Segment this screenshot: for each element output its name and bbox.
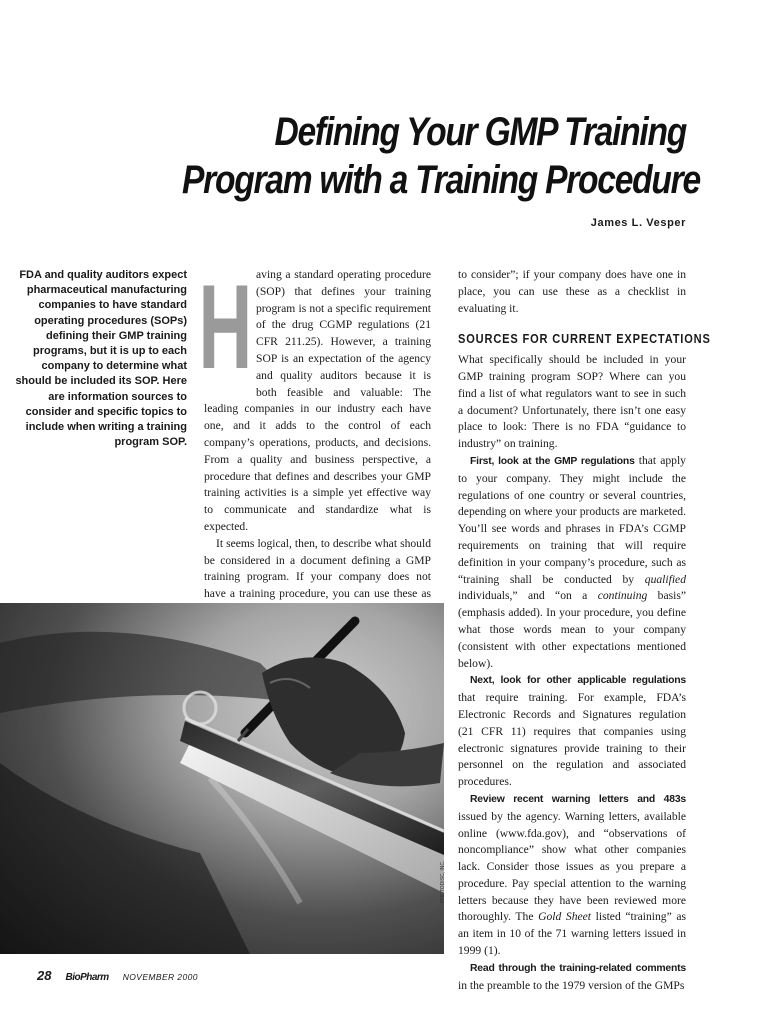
page-footer — [37, 968, 198, 983]
lead-in-preamble: Read through the training-related comments — [470, 962, 686, 974]
paragraph-question: What specifically should be included in your GMP training program SOP? Where can you find a list of what regulators want to see in such a document? Unfortunately, there isn’t one easy place to look: There is no FDA “guidance to industry” on training. — [458, 353, 686, 451]
paragraph-other-regulations: Next, look for other applicable regulations that require training. For example, FDA’s Electronic Records and Signatures regulation (21 CFR 11) requires that companies using electronic signatures provide training to their personnel on the regulation and associated procedures. — [458, 675, 686, 789]
sidebar-summary: FDA and quality auditors expect pharmaceutical manufacturing companies to have standard operating procedures (SOPs) defining their GMP training programs, but it is up to each company to determine what should be included its SOP. Here are information sources to consider and specific topics to include when writing a training program SOP. — [15, 269, 187, 449]
magazine-logo: BioPharm — [65, 972, 109, 983]
page-number: 28 — [37, 968, 52, 983]
lead-in-other: Next, look for other applicable regulations — [470, 675, 686, 687]
title-line-2: Program with a Training Procedure — [182, 158, 700, 202]
lead-in-warning: Review recent warning letters and 483s — [470, 793, 686, 805]
drop-cap-letter: H — [198, 260, 252, 394]
paragraph-logical: It seems logical, then, to describe what should be considered in a document defining a GMP training program. If your company does not have a training procedure, you can use these as — [204, 536, 431, 601]
article-title — [182, 108, 700, 204]
paragraph-gmp-regulations: First, look at the GMP regulations that apply to your company. They might include the regulations of one country or several countries, depending on where your products are marketed. You’ll see words and phrases in FDA’s CGMP requirements on training that will require definition in your company’s procedure, such as “training shall be conducted by qualified individuals,” and “on a continuing basis” (emphasis added). In your procedure, you define what those words mean to your company (consistent with other expectations mentioned below). — [458, 453, 687, 670]
section-heading: SOURCES FOR CURRENT EXPECTATIONS — [458, 331, 711, 347]
paragraph-warning-letters: Review recent warning letters and 483s issued by the agency. Warning letters, available online (www.fda.gov), and “observations of noncompliance” show what other companies lack. Consider those issues as you prepare a procedure. Pay special attention to the warning letters because they have been reviewed more thoroughly. The Gold Sheet listed “training” as an item in 10 of the 71 warning letters issued in 1999 (1). — [458, 793, 687, 958]
author-byline: James L. Vesper — [590, 217, 686, 229]
photo-illustration — [0, 603, 444, 954]
body-column-1 — [198, 260, 431, 620]
paragraph-preamble: Read through the training-related comments in the preamble to the 1979 version of the GMPs — [458, 962, 686, 992]
paragraph-continuation: to consider”; if your company does have one in place, you can use these as a checklist in evaluating it. — [458, 268, 686, 315]
drop-cap — [198, 260, 252, 394]
body-column-2 — [458, 267, 711, 994]
paragraph-intro: aving a standard operating procedure (SOP) that defines your training program is not a specific requirement of the drug CGMP regulations (21 CFR 211.25). However, a training SOP is an expectation of the agency and quality auditors because it is both feasible and valuable: The leading companies in our industry each have one, and it adds to the control of each company’s operations, products, and decisions. From a quality and business perspective, a procedure that defines and describes your GMP training activities is a simple yet effective way to communicate and standardize what is expected. — [204, 268, 431, 533]
issue-date: NOVEMBER 2000 — [122, 972, 198, 982]
lead-in-gmp: First, look at the GMP regulations — [470, 455, 635, 467]
title-line-1: Defining Your GMP Training — [274, 110, 686, 154]
hand-writing-photo — [0, 603, 444, 954]
photo-credit: PHOTODISC, INC. — [440, 860, 446, 903]
